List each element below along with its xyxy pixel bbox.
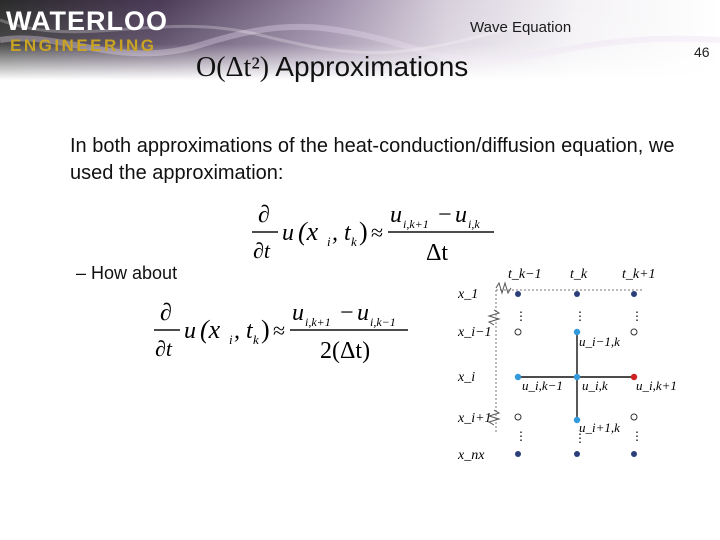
grid-node <box>515 451 521 457</box>
ellipsis-icon: ⋮ <box>515 309 527 323</box>
eq2-num-b-sub: i,k−1 <box>370 315 396 329</box>
node-label-bottom: u_i+1,k <box>579 420 620 435</box>
section-title: Wave Equation <box>470 19 572 36</box>
eq1-args: (x <box>298 217 319 246</box>
eq2-sub-k: k <box>253 332 259 347</box>
title-text: Approximations <box>275 51 469 82</box>
finite-difference-grid <box>452 262 692 464</box>
eq1-u: u <box>282 220 294 246</box>
col-label-tkm1: t_k−1 <box>508 267 542 282</box>
ellipsis-icon: ⋮ <box>574 309 586 323</box>
eq1-dt: ∂t <box>253 238 270 263</box>
eq1-num-b-sub: i,k <box>468 217 480 231</box>
grid-node <box>631 329 637 335</box>
slide-title <box>196 51 468 84</box>
eq1-sub-i: i <box>327 234 331 249</box>
node-label-top: u_i−1,k <box>579 334 620 349</box>
row-label-x1: x_1 <box>458 287 479 302</box>
col-label-tk: t_k <box>570 267 588 282</box>
eq2-minus: − <box>340 300 354 326</box>
logo-bottom-text: ENGINEERING <box>10 36 157 55</box>
ellipsis-icon: ⋮ <box>515 429 527 443</box>
ellipsis-icon: ⋮ <box>631 429 643 443</box>
eq2-approx: ≈ <box>273 318 286 343</box>
eq2-sub-i: i <box>229 332 233 347</box>
grid-node <box>574 291 580 297</box>
eq1-num-a: u <box>390 202 402 228</box>
eq2-comma-t: , t <box>234 318 253 344</box>
eq1-num-b: u <box>455 202 467 228</box>
node-label-right: u_i,k+1 <box>636 378 677 393</box>
eq1-partial: ∂ <box>258 202 270 228</box>
node-label-center: u_i,k <box>582 378 608 393</box>
eq1-minus: − <box>438 202 452 228</box>
eq1-den: Δt <box>426 240 449 266</box>
body-paragraph: In both approximations of the heat-conduction/diffusion equation, we used the approximation: <box>70 135 675 184</box>
equation-forward-difference <box>250 198 500 270</box>
eq2-args: (x <box>200 315 221 344</box>
eq1-comma-t: , t <box>332 220 351 246</box>
row-label-xip1: x_i+1 <box>458 411 492 426</box>
eq1-sub-k: k <box>351 234 357 249</box>
eq1-close: ) <box>359 217 368 246</box>
ellipsis-icon: ⋮ <box>631 309 643 323</box>
grid-node-center <box>574 374 580 380</box>
ellipsis-icon: ⋮ <box>574 431 586 445</box>
eq2-u: u <box>184 318 196 344</box>
equation-central-difference <box>152 296 414 368</box>
row-label-xi: x_i <box>458 370 476 385</box>
eq2-num-a-sub: i,k+1 <box>305 315 331 329</box>
grid-node <box>574 451 580 457</box>
eq2-close: ) <box>261 315 270 344</box>
logo-top-text: WATERLOO <box>6 6 168 36</box>
grid-node <box>631 291 637 297</box>
eq2-num-b: u <box>357 300 369 326</box>
eq2-dt: ∂t <box>155 336 172 361</box>
grid-node <box>515 329 521 335</box>
grid-node <box>631 414 637 420</box>
node-label-left: u_i,k−1 <box>522 378 563 393</box>
grid-node <box>515 414 521 420</box>
col-label-tkp1: t_k+1 <box>622 267 656 282</box>
eq1-num-a-sub: i,k+1 <box>403 217 429 231</box>
eq2-partial: ∂ <box>160 300 172 326</box>
title-math: O(Δt²) <box>196 52 270 83</box>
grid-node <box>515 291 521 297</box>
row-label-xnx: x_nx <box>458 448 485 463</box>
grid-node-left <box>515 374 521 380</box>
eq2-num-a: u <box>292 300 304 326</box>
grid-node <box>631 451 637 457</box>
bullet-how-about: – How about <box>76 263 178 283</box>
eq2-den: 2(Δt) <box>320 338 371 364</box>
eq1-approx: ≈ <box>371 220 384 245</box>
page-number: 46 <box>694 44 710 60</box>
row-label-xim1: x_i−1 <box>458 325 492 340</box>
waterloo-engineering-logo <box>6 6 176 56</box>
